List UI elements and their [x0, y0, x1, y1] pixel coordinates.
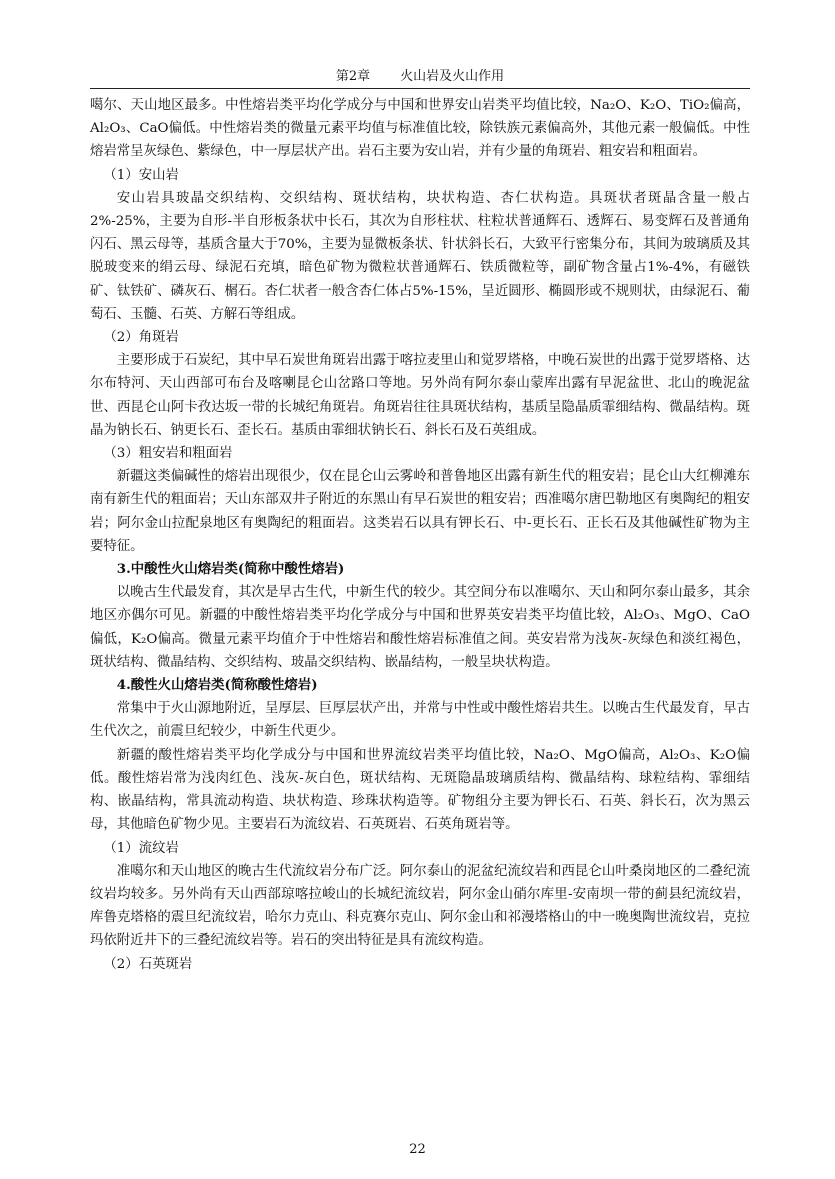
paragraph: 常集中于火山源地附近，呈厚层、巨厚层状产出，并常与中性或中酸性熔岩共生。以晚古生代最发育，早古生代次之，前震旦纪较少，中新生代更少。 — [90, 701, 750, 740]
subsection-heading: （2）石英斑岩 — [103, 956, 193, 972]
chapter-title: 火山岩及火山作用 — [400, 69, 505, 84]
paragraph: 准噶尔和天山地区的晚古生代流纹岩分布广泛。阿尔泰山的泥盆纪流纹岩和西昆仑山叶桑岗地区的二叠纪流纹岩均较多。另外尚有天山西部琼喀拉峻山的长城纪流纹岩，阿尔金山硝尔库里-安南坝一带的蓟县纪流纹岩，库鲁克塔格的震旦纪流纹岩，哈尔力克山、科克赛尔克山、阿尔金山和祁漫塔格山的中一晚奥陶世流纹岩，克拉玛依附近井下的三叠纪流纹岩等。岩石的突出特征是具有流纹构造。 — [90, 863, 750, 949]
running-header — [90, 68, 750, 89]
subsection-heading: （1）流纹岩 — [103, 840, 179, 856]
page-number: 22 — [409, 1142, 426, 1157]
chapter-number: 第2章 — [335, 69, 371, 84]
subsection-heading: （1）安山岩 — [103, 167, 179, 183]
section-heading: 4.酸性火山熔岩类(简称酸性熔岩) — [116, 677, 318, 694]
paragraph: 主要形成于石炭纪，其中早石炭世角斑岩出露于喀拉麦里山和觉罗塔格，中晚石炭世的出露于觉罗塔格、达尔布特河、天山西部可布台及喀喇昆仑山岔路口等地。另外尚有阿尔泰山蒙库出露有早泥盆世、北山的晚泥盆世、西昆仑山阿卡孜达坂一带的长城纪角斑岩。角斑岩往往具斑状结构，基质呈隐晶质霏细结构、微晶结构。斑晶为钠长石、钠更长石、歪长石。基质由霏细状钠长石、斜长石及石英组成。 — [90, 353, 750, 438]
subsection-heading: （2）角斑岩 — [103, 330, 179, 346]
paragraph: 安山岩具玻晶交织结构、交织结构、斑状结构，块状构造、杏仁状构造。具斑状者斑晶含量一般占2%-25%，主要为自形-半自形板条状中长石，其次为自形柱状、柱粒状普通辉石、透辉石、易变辉石及普通角闪石、黑云母等，基质含量大于70%，主要为显微板条状、针状斜长石，大致平行密集分布，其间为玻璃质及其脱玻变来的绢云母、绿泥石充填，暗色矿物为微粒状普通辉石、铁质微粒等，副矿物含量占1%-4%，有磁铁矿、钛铁矿、磷灰石、榍石。杏仁状者一般含杏仁体占5%-15%，呈近圆形、椭圆形或不规则状，由绿泥石、葡萄石、玉髓、石英、方解石等组成。 — [90, 190, 750, 322]
paragraph: 以晚古生代最发育，其次是早古生代，中新生代的较少。其空间分布以准噶尔、天山和阿尔泰山最多，其余地区亦偶尔可见。新疆的中酸性熔岩类平均化学成分与中国和世界英安岩类平均值比较，Al₂O₃、MgO、CaO偏低，K₂O偏高。微量元素平均值介于中性熔岩和酸性熔岩标准值之间。英安岩常为浅灰-灰绿色和淡红褐色，斑状结构、微晶结构、交织结构、玻晶交织结构、嵌晶结构，一般呈块状构造。 — [90, 585, 750, 670]
page-body — [90, 94, 750, 976]
paragraph: 新疆的酸性熔岩类平均化学成分与中国和世界流纹岩类平均值比较，Na₂O、MgO偏高，Al₂O₃、K₂O偏低。酸性熔岩常为浅肉红色、浅灰-灰白色，斑状结构、无斑隐晶玻璃质结构、微晶结构、球粒结构、霏细结构、嵌晶结构，常具流动构造、块状构造、珍珠状构造等。矿物组分主要为钾长石、石英、斜长石，次为黑云母，其他暗色矿物少见。主要岩石为流纹岩、石英斑岩、石英角斑岩等。 — [90, 747, 750, 833]
subsection-heading: （3）粗安岩和粗面岩 — [103, 446, 233, 462]
section-heading: 3.中酸性火山熔岩类(简称中酸性熔岩) — [116, 561, 345, 578]
paragraph: 噶尔、天山地区最多。中性熔岩类平均化学成分与中国和世界安山岩类平均值比较，Na₂O、K₂O、TiO₂偏高，Al₂O₃、CaO偏低。中性熔岩类的微量元素平均值与标准值比较，除铁族元素偏高外，其他元素一般偏低。中性熔岩常呈灰绿色、紫绿色，中一厚层状产出。岩石主要为安山岩，并有少量的角斑岩、粗安岩和粗面岩。 — [90, 98, 750, 160]
paragraph: 新疆这类偏碱性的熔岩出现很少，仅在昆仑山云雾岭和普鲁地区出露有新生代的粗安岩；昆仑山大红柳滩东南有新生代的粗面岩；天山东部双井子附近的东黑山有早石炭世的粗安岩；西准噶尔唐巴勒地区有奥陶纪的粗安岩；阿尔金山拉配泉地区有奥陶纪的粗面岩。这类岩石以具有钾长石、中-更长石、正长石及其他碱性矿物为主要特征。 — [90, 469, 750, 554]
